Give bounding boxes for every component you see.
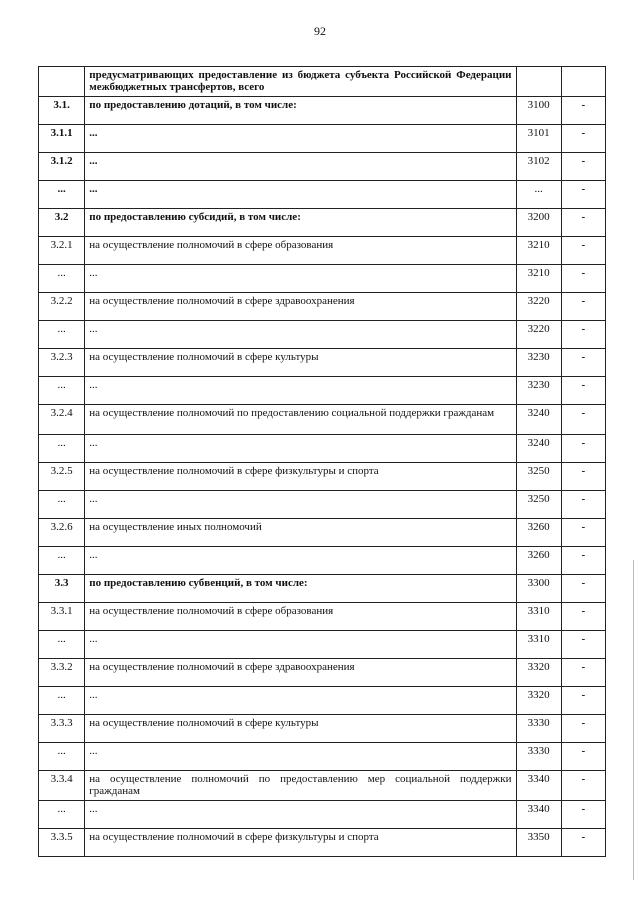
row-number: 3.3.3: [39, 715, 85, 743]
row-code: 3340: [516, 771, 561, 801]
row-value: -: [561, 547, 605, 575]
table-row: [39, 491, 606, 519]
row-description: на осуществление полномочий в сфере здравоохранения: [85, 659, 516, 687]
row-description: ...: [85, 631, 516, 659]
table-row: [39, 377, 606, 405]
row-number: 3.2.4: [39, 405, 85, 435]
row-value: -: [561, 519, 605, 547]
row-value: -: [561, 575, 605, 603]
row-value: -: [561, 603, 605, 631]
row-description: на осуществление иных полномочий: [85, 519, 516, 547]
row-number: 3.2.5: [39, 463, 85, 491]
row-description: по предоставлению дотаций, в том числе:: [85, 97, 516, 125]
row-code: 3102: [516, 153, 561, 181]
row-value: -: [561, 181, 605, 209]
row-value: -: [561, 801, 605, 829]
row-value: -: [561, 265, 605, 293]
row-code: ...: [516, 181, 561, 209]
table-row: [39, 209, 606, 237]
row-code: 3230: [516, 377, 561, 405]
row-number: ...: [39, 743, 85, 771]
transfers-table: [38, 66, 606, 857]
row-code: 3200: [516, 209, 561, 237]
row-number: ...: [39, 687, 85, 715]
row-number: 3.3.1: [39, 603, 85, 631]
row-code: 3330: [516, 743, 561, 771]
row-description: по предоставлению субсидий, в том числе:: [85, 209, 516, 237]
page-number: 92: [314, 24, 326, 38]
table-row: [39, 463, 606, 491]
row-number: 3.1.2: [39, 153, 85, 181]
row-code: 3101: [516, 125, 561, 153]
row-code: 3310: [516, 603, 561, 631]
row-code: 3220: [516, 321, 561, 349]
row-description: ...: [85, 125, 516, 153]
row-number: ...: [39, 321, 85, 349]
table-row: [39, 575, 606, 603]
row-number: [39, 67, 85, 97]
row-description: ...: [85, 435, 516, 463]
row-number: 3.3.2: [39, 659, 85, 687]
row-value: [561, 67, 605, 97]
row-description: ...: [85, 687, 516, 715]
row-number: ...: [39, 631, 85, 659]
table-row: [39, 687, 606, 715]
row-description: на осуществление полномочий в сфере физкультуры и спорта: [85, 463, 516, 491]
row-value: -: [561, 829, 605, 857]
row-description: предусматривающих предоставление из бюджета субъекта Российской Федерации межбюджетных трансфертов, всего: [85, 67, 516, 97]
row-number: ...: [39, 435, 85, 463]
row-value: -: [561, 321, 605, 349]
table-row: [39, 349, 606, 377]
table-row: [39, 265, 606, 293]
row-value: -: [561, 435, 605, 463]
table-row: [39, 321, 606, 349]
row-code: 3260: [516, 519, 561, 547]
table-row: [39, 125, 606, 153]
row-code: 3250: [516, 463, 561, 491]
row-code: 3220: [516, 293, 561, 321]
row-description: ...: [85, 265, 516, 293]
row-value: -: [561, 125, 605, 153]
row-value: -: [561, 631, 605, 659]
row-value: -: [561, 715, 605, 743]
row-description: ...: [85, 801, 516, 829]
row-number: 3.3.5: [39, 829, 85, 857]
table-row: [39, 715, 606, 743]
row-description: ...: [85, 377, 516, 405]
row-description: ...: [85, 321, 516, 349]
row-code: 3100: [516, 97, 561, 125]
table-row: [39, 631, 606, 659]
table-row: [39, 67, 606, 97]
row-code: 3240: [516, 435, 561, 463]
row-description: на осуществление полномочий в сфере культуры: [85, 715, 516, 743]
row-number: ...: [39, 547, 85, 575]
table-row: [39, 97, 606, 125]
row-code: 3320: [516, 659, 561, 687]
row-value: -: [561, 377, 605, 405]
table-row: [39, 293, 606, 321]
row-number: 3.2.3: [39, 349, 85, 377]
row-code: 3250: [516, 491, 561, 519]
row-description: ...: [85, 491, 516, 519]
row-description: ...: [85, 153, 516, 181]
row-description: на осуществление полномочий в сфере физкультуры и спорта: [85, 829, 516, 857]
row-value: -: [561, 687, 605, 715]
row-description: ...: [85, 547, 516, 575]
row-number: 3.1.1: [39, 125, 85, 153]
row-description: на осуществление полномочий в сфере образования: [85, 603, 516, 631]
row-code: 3310: [516, 631, 561, 659]
row-value: -: [561, 491, 605, 519]
row-number: ...: [39, 377, 85, 405]
row-code: 3230: [516, 349, 561, 377]
row-value: -: [561, 771, 605, 801]
row-number: ...: [39, 181, 85, 209]
row-value: -: [561, 209, 605, 237]
table-row: [39, 659, 606, 687]
row-code: 3210: [516, 265, 561, 293]
row-description: на осуществление полномочий по предоставлению социальной поддержки гражданам: [85, 405, 516, 435]
row-number: 3.1.: [39, 97, 85, 125]
row-number: 3.2: [39, 209, 85, 237]
row-value: -: [561, 293, 605, 321]
row-description: ...: [85, 743, 516, 771]
row-value: -: [561, 97, 605, 125]
row-code: 3260: [516, 547, 561, 575]
row-value: -: [561, 743, 605, 771]
row-code: 3330: [516, 715, 561, 743]
row-number: ...: [39, 491, 85, 519]
table-row: [39, 547, 606, 575]
table-row: [39, 603, 606, 631]
row-code: 3320: [516, 687, 561, 715]
table-row: [39, 771, 606, 801]
row-code: 3350: [516, 829, 561, 857]
scan-edge-mark: [633, 560, 634, 880]
table-row: [39, 153, 606, 181]
row-number: ...: [39, 265, 85, 293]
row-description: на осуществление полномочий в сфере здравоохранения: [85, 293, 516, 321]
row-value: -: [561, 659, 605, 687]
row-value: -: [561, 349, 605, 377]
row-number: 3.3: [39, 575, 85, 603]
row-description: на осуществление полномочий в сфере культуры: [85, 349, 516, 377]
row-value: -: [561, 463, 605, 491]
row-number: 3.3.4: [39, 771, 85, 801]
row-code: [516, 67, 561, 97]
row-description: на осуществление полномочий в сфере образования: [85, 237, 516, 265]
row-code: 3340: [516, 801, 561, 829]
table-row: [39, 829, 606, 857]
row-value: -: [561, 153, 605, 181]
row-number: 3.2.2: [39, 293, 85, 321]
row-number: 3.2.1: [39, 237, 85, 265]
table-row: [39, 405, 606, 435]
table-row: [39, 519, 606, 547]
row-code: 3240: [516, 405, 561, 435]
row-number: ...: [39, 801, 85, 829]
row-value: -: [561, 405, 605, 435]
table-row: [39, 181, 606, 209]
row-value: -: [561, 237, 605, 265]
table-row: [39, 237, 606, 265]
row-description: на осуществление полномочий по предоставлению мер социальной поддержки гражданам: [85, 771, 516, 801]
row-code: 3210: [516, 237, 561, 265]
row-number: 3.2.6: [39, 519, 85, 547]
table-row: [39, 801, 606, 829]
table-row: [39, 743, 606, 771]
row-description: ...: [85, 181, 516, 209]
row-code: 3300: [516, 575, 561, 603]
row-description: по предоставлению субвенций, в том числе:: [85, 575, 516, 603]
table-row: [39, 435, 606, 463]
